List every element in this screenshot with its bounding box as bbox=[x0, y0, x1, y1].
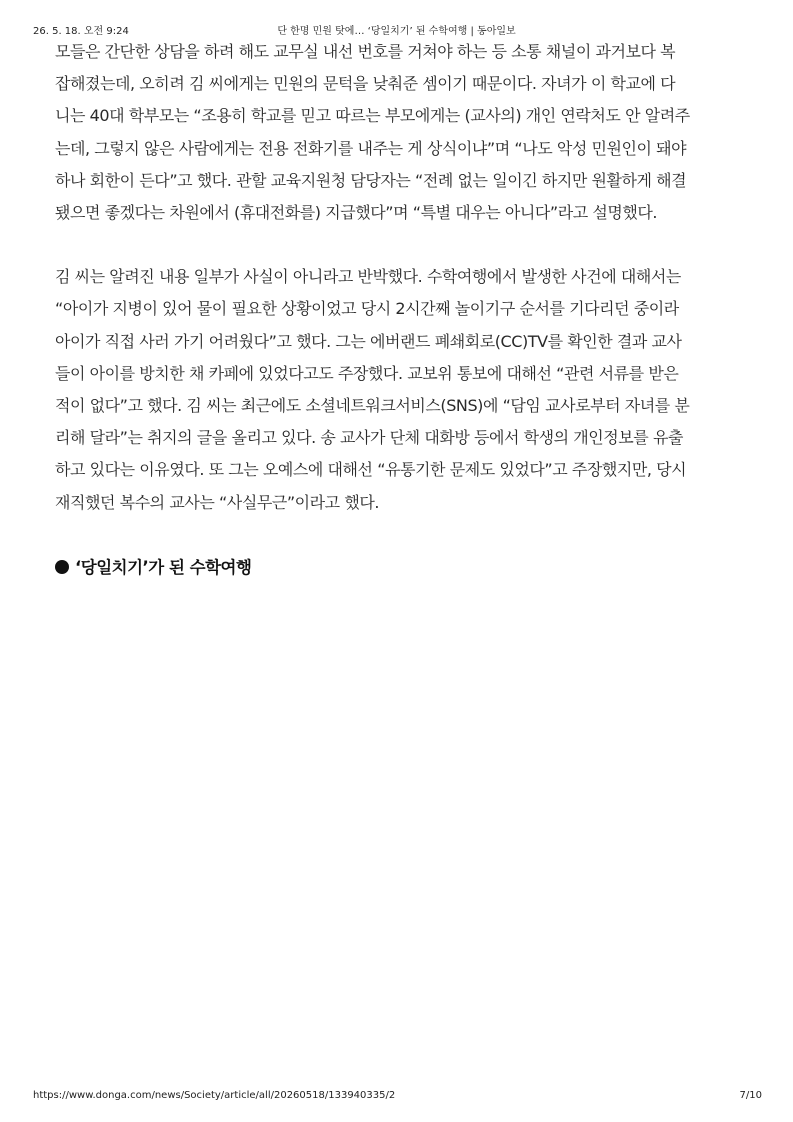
article-paragraph-2 bbox=[55, 261, 745, 519]
page-number: 7/10 bbox=[739, 1090, 762, 1101]
print-header bbox=[0, 0, 793, 40]
subheading-text: ‘당일치기’가 된 수학여행 bbox=[75, 557, 252, 577]
paragraph-line: 니는 40대 학부모는 “조용히 학교를 믿고 따르는 부모에게는 (교사의) 개인 연락처도 안 알려주 bbox=[55, 106, 690, 126]
document-title: 단 한명 민원 탓에… ‘당일치기’ 된 수학여행 | 동아일보 bbox=[277, 26, 516, 37]
section-subheading bbox=[55, 552, 745, 584]
paragraph-line: 아이가 직접 사러 가기 어려웠다”고 했다. 그는 에버랜드 폐쇄회로(CC)TV를 확인한 결과 교사 bbox=[55, 331, 682, 351]
paragraph-line: 하고 있다는 이유였다. 또 그는 오예스에 대해선 “유통기한 문제도 있었다”고 주장했지만, 당시 bbox=[55, 460, 687, 480]
paragraph-line: 김 씨는 알려진 내용 일부가 사실이 아니라고 반박했다. 수학여행에서 발생한 사건에 대해서는 bbox=[55, 267, 681, 287]
article-body bbox=[55, 36, 745, 584]
paragraph-line: 모들은 간단한 상담을 하려 해도 교무실 내선 번호를 거쳐야 하는 등 소통 채널이 과거보다 복 bbox=[55, 42, 676, 61]
page-url: https://www.donga.com/news/Society/article/all/20260518/133940335/2 bbox=[33, 1090, 396, 1101]
paragraph-line: 잡해졌는데, 오히려 김 씨에게는 민원의 문턱을 낮춰준 셈이기 때문이다. 자녀가 이 학교에 다 bbox=[55, 74, 676, 94]
print-date: 26. 5. 18. 오전 9:24 bbox=[33, 26, 129, 37]
paragraph-line: “아이가 지병이 있어 물이 필요한 상황이었고 당시 2시간째 놀이기구 순서를 기다리던 중이라 bbox=[55, 299, 679, 319]
paragraph-line: 재직했던 복수의 교사는 “사실무근”이라고 했다. bbox=[55, 492, 379, 512]
paragraph-line: 하나 회한이 든다”고 했다. 관할 교육지원청 담당자는 “전례 없는 일이긴 하지만 원활하게 해결 bbox=[55, 170, 687, 190]
paragraph-line: 리해 달라”는 취지의 글을 올리고 있다. 송 교사가 단체 대화방 등에서 학생의 개인정보를 유출 bbox=[55, 428, 683, 448]
paragraph-line: 들이 아이를 방치한 채 카페에 있었다고도 주장했다. 교보위 통보에 대해선 “관련 서류를 받은 bbox=[55, 363, 679, 383]
article-paragraph-1 bbox=[55, 36, 745, 229]
paragraph-line: 적이 없다”고 했다. 김 씨는 최근에도 소셜네트워크서비스(SNS)에 “담임 교사로부터 자녀를 분 bbox=[55, 396, 690, 416]
paragraph-line: 됐으면 좋겠다는 차원에서 (휴대전화를) 지급했다”며 “특별 대우는 아니다”라고 설명했다. bbox=[55, 203, 658, 223]
paragraph-line: 는데, 그렇지 않은 사람에게는 전용 전화기를 내주는 게 상식이냐”며 “나도 악성 민원인이 돼야 bbox=[55, 138, 687, 158]
bullet-icon bbox=[55, 560, 69, 574]
